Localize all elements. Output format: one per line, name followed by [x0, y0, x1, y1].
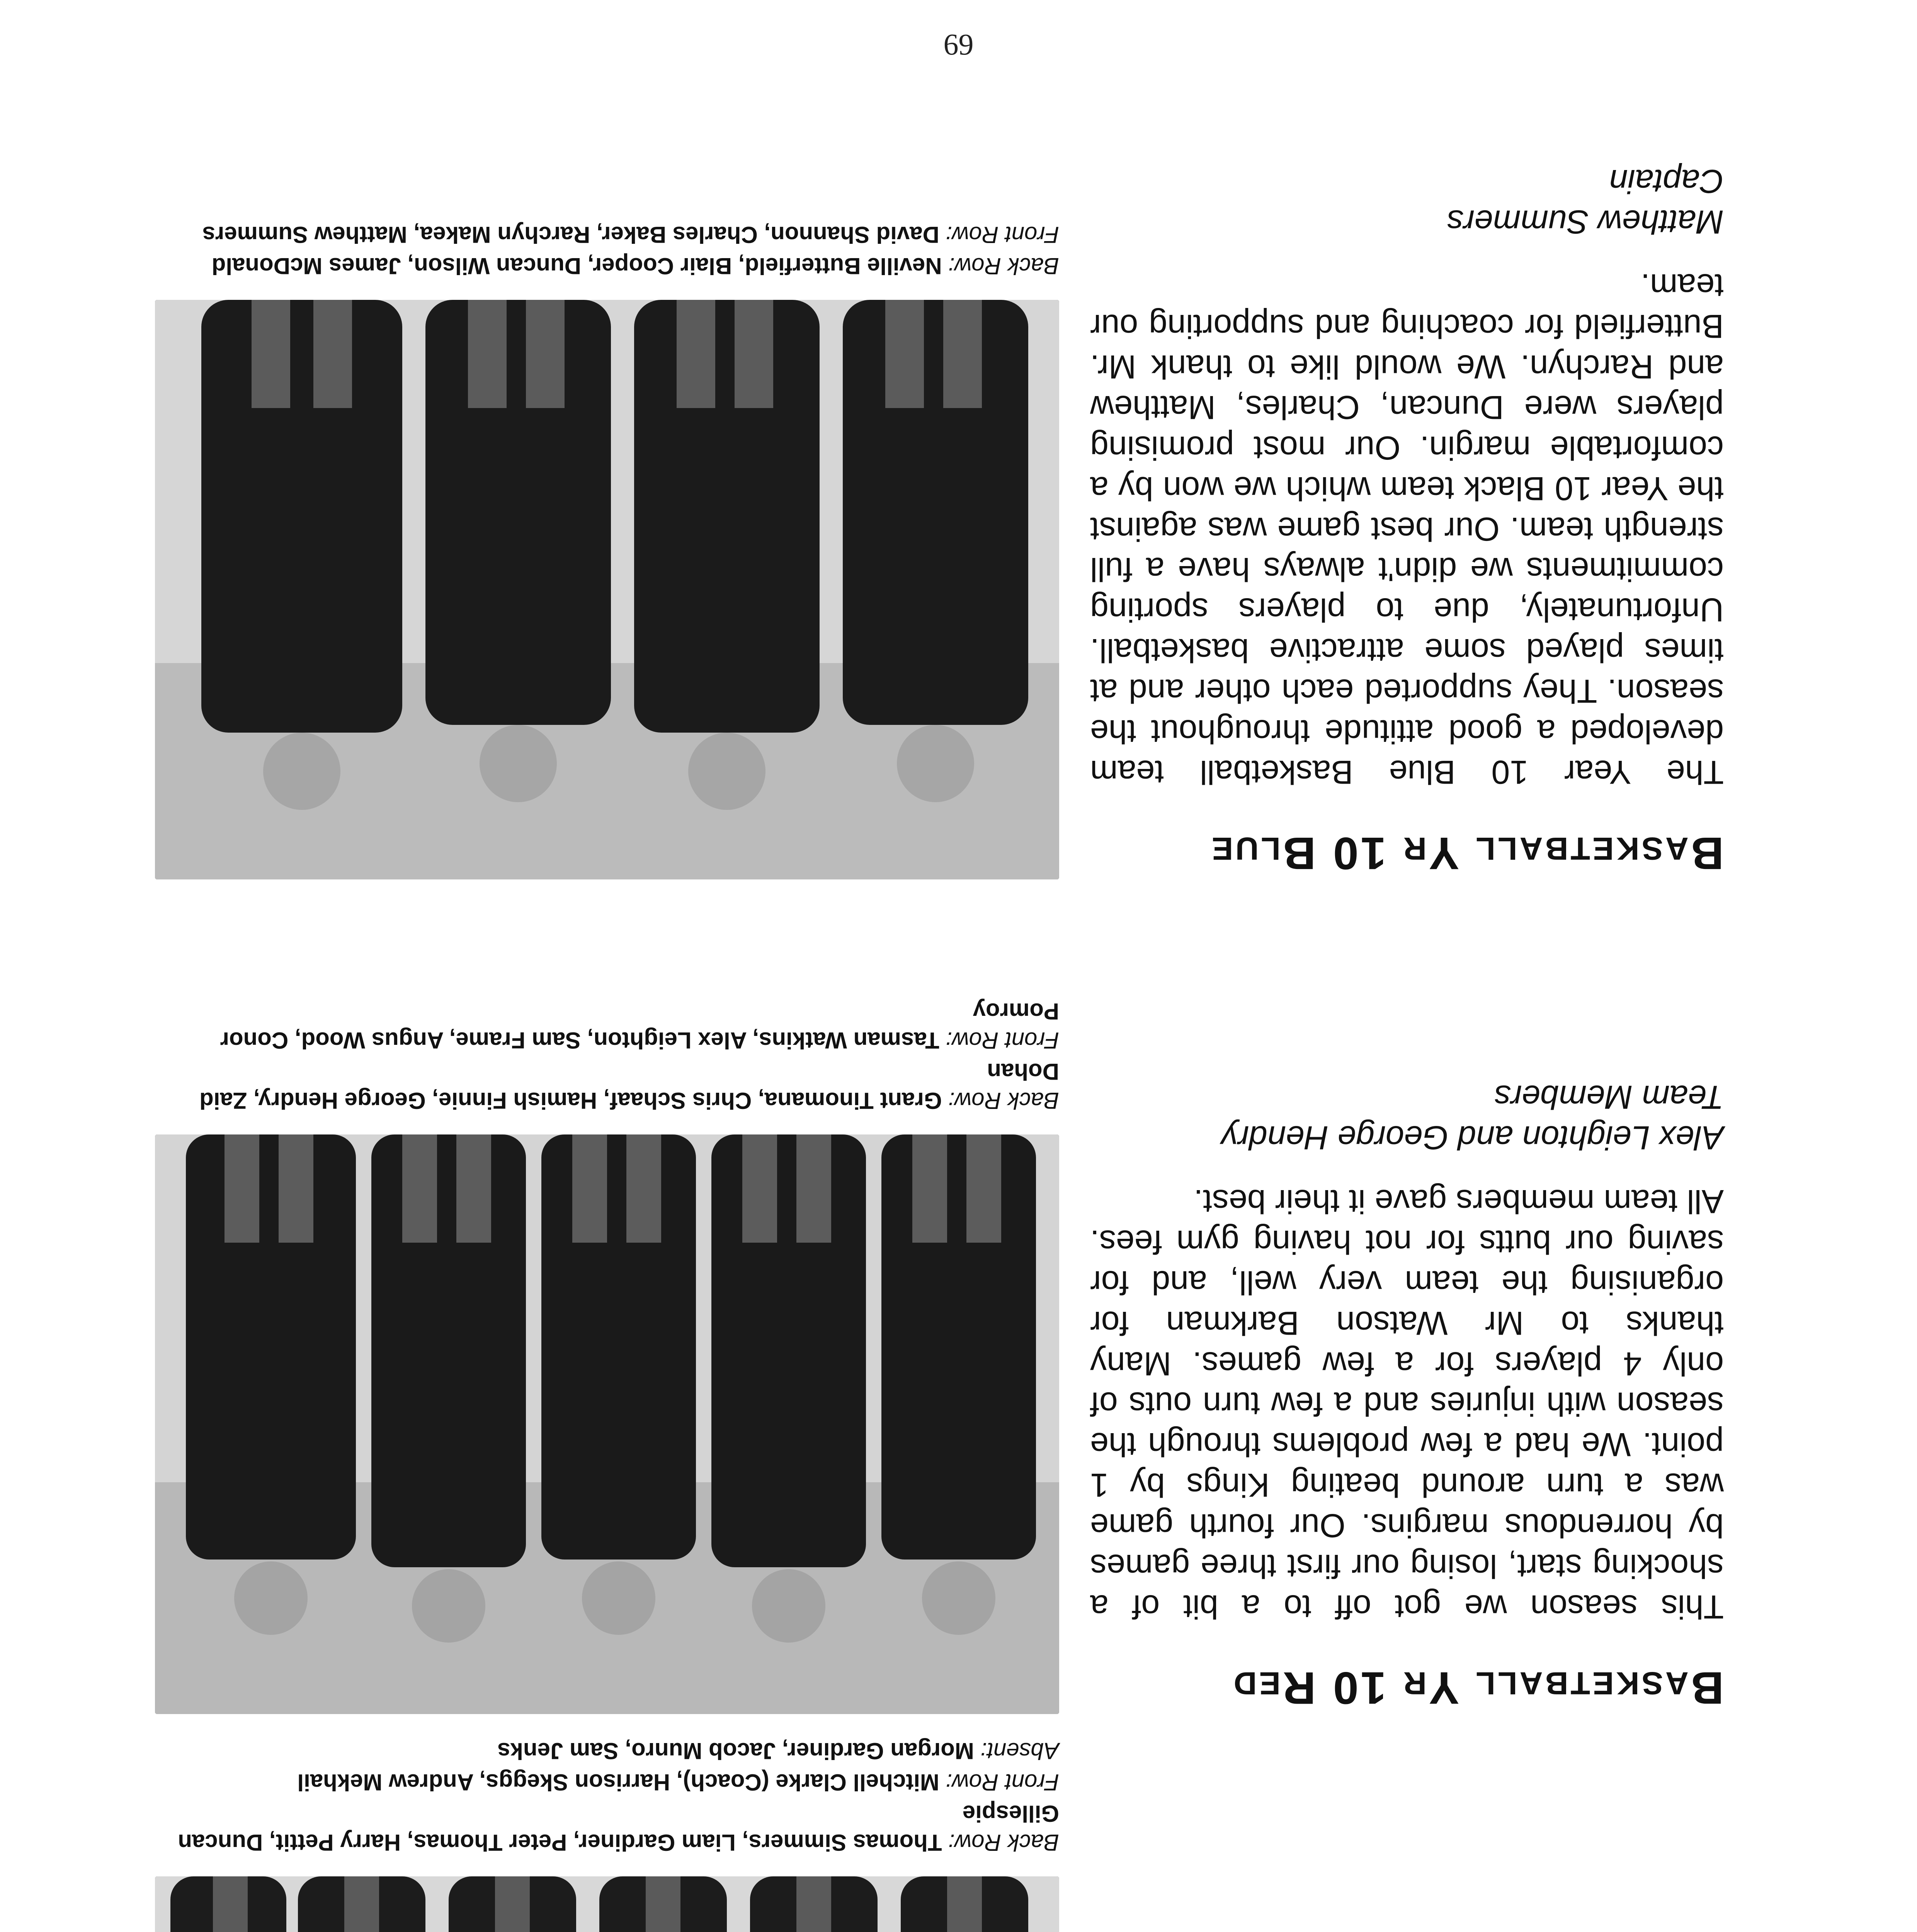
section-signature: [1090, 1077, 1724, 1158]
section-yr10-blue: [155, 60, 1724, 879]
caption-label: Front Row:: [946, 1027, 1059, 1053]
caption-label: Back Row:: [948, 1830, 1059, 1855]
photo-caption: [155, 220, 1059, 281]
caption-names: David Shannon, Charles Baker, Rarchyn Makea, Matthew Summers: [202, 222, 939, 248]
section-heading: Basketball Yr 10 Blue: [1209, 828, 1724, 879]
photo-caption: [155, 997, 1059, 1115]
caption-names: Mitchell Clarke (Coach), Harrison Skeggs, Andrew Mekhail: [297, 1769, 939, 1795]
caption-names: Tasman Watkins, Alex Leighton, Sam Frame, Angus Wood, Conor Pomroy: [220, 998, 1059, 1053]
team-photo-column: [155, 1734, 1059, 1932]
section-text: [1090, 1077, 1724, 1714]
photo-caption: [155, 1736, 1059, 1857]
caption-label: Back Row:: [948, 1088, 1059, 1114]
team-photo-column: [155, 218, 1059, 879]
team-photo: [155, 1134, 1059, 1714]
signature-line: Alex Leighton and George Hendry: [1221, 1119, 1724, 1156]
caption-label: Front Row:: [946, 1769, 1059, 1795]
caption-names: Grant Tinomana, Chris Schaaf, Hamish Finnie, George Hendry, Zaid Dohan: [199, 1059, 1059, 1114]
team-photo: [155, 300, 1059, 879]
signature-line: Captain: [1609, 163, 1724, 200]
caption-names: Morgan Gardiner, Jacob Munro, Sam Jenks: [497, 1738, 974, 1764]
section-yr10-red: [155, 864, 1724, 1714]
team-photo: [155, 1876, 1059, 1932]
caption-names: Neville Butterfield, Blair Cooper, Duncan Wilson, James McDonald: [211, 253, 942, 279]
caption-label: Back Row:: [948, 253, 1059, 279]
section-body: The Year 10 Blue Basketball team developed a good attitude throughout the season. They supported each other and at times played some attractive basketball. Unfortunately, due to players sporting commitments we didn't always have a full strength team. Our best game was against the Year 10 Black team which we won by a comfortable margin. Our most promising players were Duncan, Charles, Matthew and Rarchyn. We would like to thank Mr. Butterfield for coaching and supporting our team.: [1090, 267, 1724, 791]
caption-label: Front Row:: [946, 222, 1059, 248]
section-text: [1090, 161, 1724, 879]
section-body: This season we got off to a bit of a shocking start, losing our first three games by horrendous margins. Our fourth game was a turn around beating Kings by 1 point. We had a few problems through the season with injuries and a few turn outs of only 4 players for a few games. Many thanks to Mr Watson Barkman for organising the team very well, and for saving our butts for not having gym fees. All team members gave it their best.: [1090, 1182, 1724, 1625]
caption-label: Absent:: [980, 1738, 1059, 1764]
section-signature: [1090, 161, 1724, 242]
signature-line: Matthew Summers: [1447, 203, 1724, 241]
signature-line: Team Members: [1494, 1078, 1724, 1116]
team-photo-column: [155, 995, 1059, 1714]
caption-names: Thomas Simmers, Liam Gardiner, Peter Thomas, Harry Pettit, Duncan Gillespie: [178, 1801, 1059, 1855]
page-number: 69: [943, 27, 974, 61]
section-heading: Basketball Yr 10 Red: [1231, 1662, 1724, 1713]
